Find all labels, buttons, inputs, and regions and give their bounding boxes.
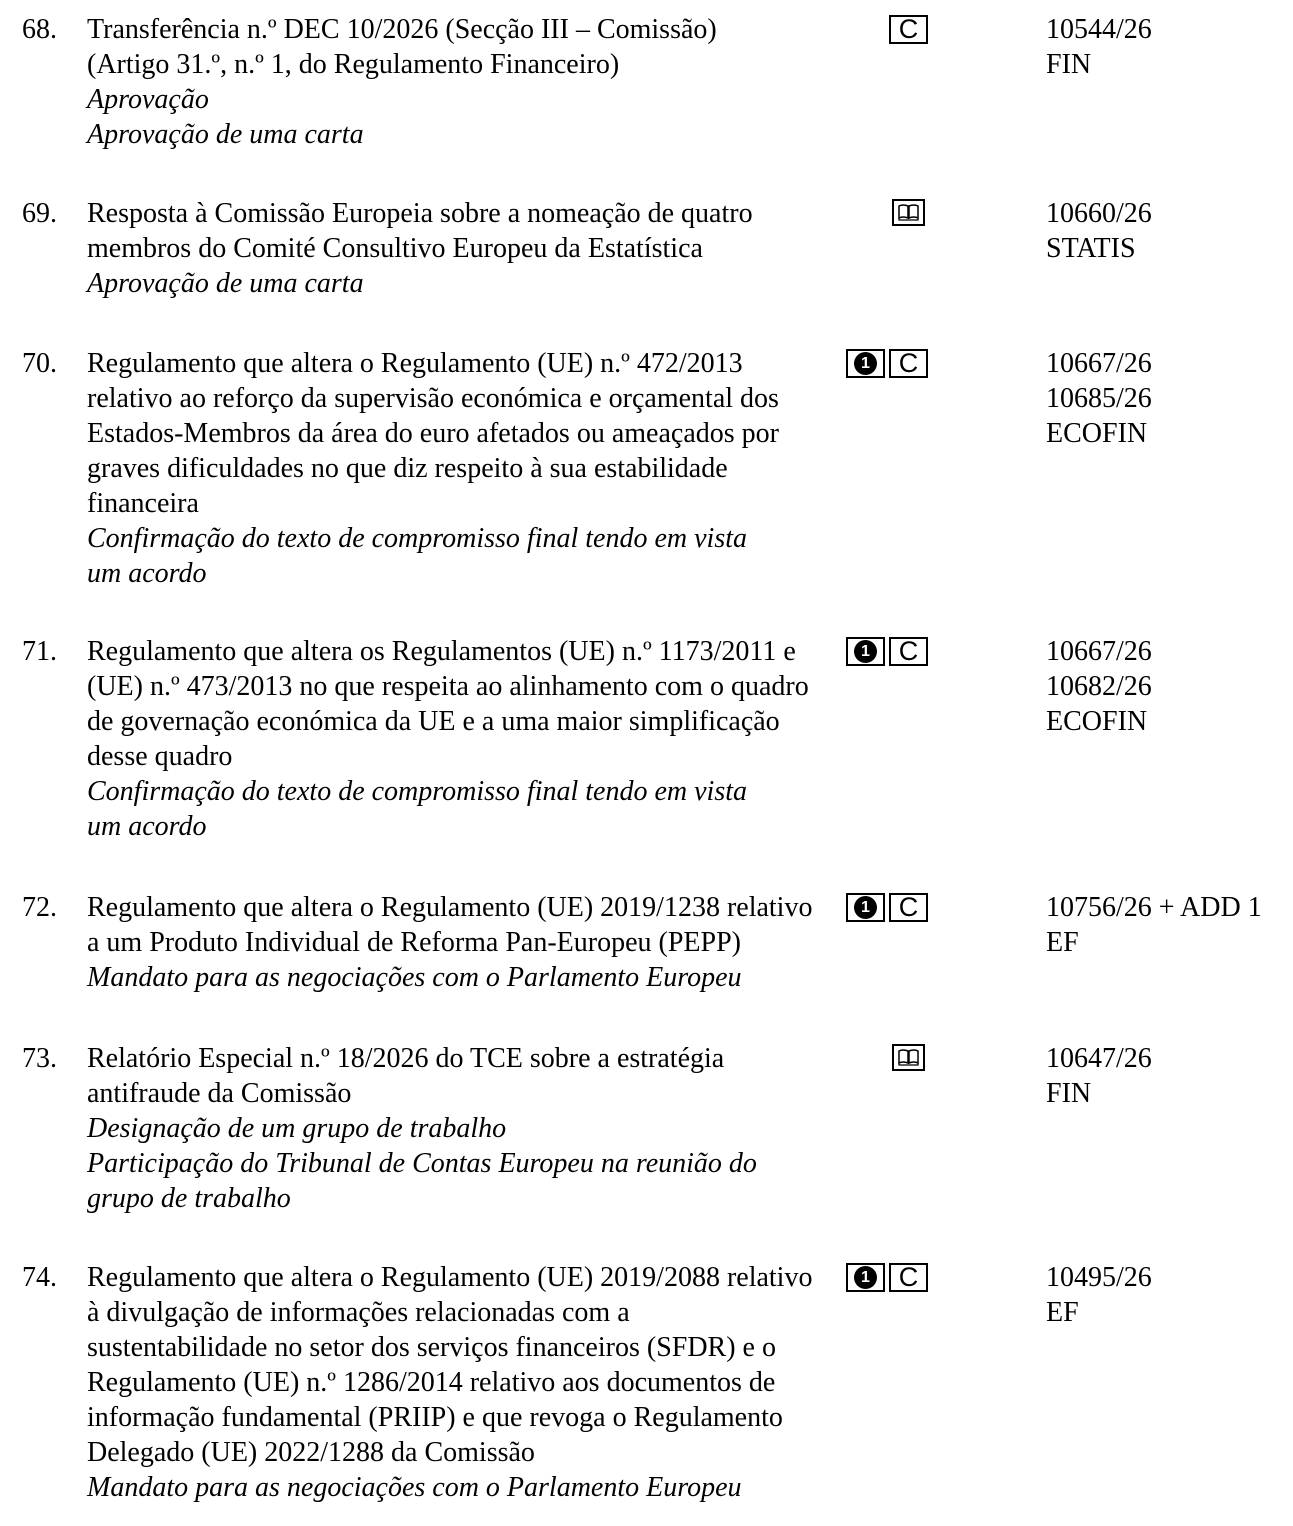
procedure-line: Aprovação de uma carta bbox=[87, 119, 364, 150]
working-party-code: FIN bbox=[1046, 1078, 1092, 1109]
document-reference: 10660/26 bbox=[1046, 198, 1152, 229]
document-reference: 10544/26 bbox=[1046, 14, 1152, 45]
document-references bbox=[1046, 12, 1152, 82]
item-description bbox=[87, 634, 922, 844]
status-icons bbox=[846, 637, 928, 666]
working-party-code: ECOFIN bbox=[1046, 706, 1148, 737]
first-reading-icon: 1 bbox=[846, 893, 885, 922]
description-line: financeira bbox=[87, 488, 199, 519]
description-line: à divulgação de informações relacionadas com a bbox=[87, 1297, 630, 1328]
status-icons bbox=[846, 893, 928, 922]
document-references bbox=[1046, 346, 1152, 451]
description-line: Estados-Membros da área do euro afetados ou ameaçados por bbox=[87, 418, 779, 449]
procedure-line: Designação de um grupo de trabalho bbox=[87, 1113, 507, 1144]
procedure-line: um acordo bbox=[87, 558, 207, 589]
document-references bbox=[1046, 1260, 1152, 1330]
procedure-line: grupo de trabalho bbox=[87, 1183, 291, 1214]
document-references bbox=[1046, 634, 1152, 739]
description-line: Transferência n.º DEC 10/2026 (Secção III – Comissão) bbox=[87, 14, 717, 45]
document-reference: 10756/26 + ADD 1 bbox=[1046, 892, 1262, 923]
description-line: informação fundamental (PRIIP) e que revoga o Regulamento bbox=[87, 1402, 783, 1433]
working-party-code: EF bbox=[1046, 1297, 1079, 1328]
description-line: desse quadro bbox=[87, 741, 233, 772]
description-line: Regulamento que altera o Regulamento (UE) 2019/1238 relativo bbox=[87, 892, 813, 923]
description-line: antifraude da Comissão bbox=[87, 1078, 352, 1109]
c-icon: C bbox=[889, 637, 928, 666]
item-number: 69. bbox=[22, 198, 57, 229]
first-reading-icon: 1 bbox=[846, 349, 885, 378]
status-icons bbox=[846, 349, 928, 378]
c-icon: C bbox=[889, 15, 928, 44]
document-reference: 10647/26 bbox=[1046, 1043, 1152, 1074]
description-line: membros do Comité Consultivo Europeu da Estatística bbox=[87, 233, 703, 264]
document-references bbox=[1046, 1041, 1152, 1111]
status-icons bbox=[889, 15, 928, 44]
item-number: 72. bbox=[22, 892, 57, 923]
description-line: Relatório Especial n.º 18/2026 do TCE sobre a estratégia bbox=[87, 1043, 725, 1074]
description-line: Regulamento que altera o Regulamento (UE) n.º 472/2013 bbox=[87, 348, 743, 379]
description-line: (Artigo 31.º, n.º 1, do Regulamento Financeiro) bbox=[87, 49, 620, 80]
item-description bbox=[87, 196, 922, 301]
document-reference: 10682/26 bbox=[1046, 671, 1152, 702]
procedure-line: um acordo bbox=[87, 811, 207, 842]
item-number: 70. bbox=[22, 348, 57, 379]
item-description bbox=[87, 12, 922, 152]
status-icons bbox=[846, 1263, 928, 1292]
book-icon bbox=[892, 1044, 925, 1071]
description-line: Regulamento (UE) n.º 1286/2014 relativo aos documentos de bbox=[87, 1367, 776, 1398]
document-reference: 10495/26 bbox=[1046, 1262, 1152, 1293]
document-reference: 10667/26 bbox=[1046, 636, 1152, 667]
first-reading-icon: 1 bbox=[846, 637, 885, 666]
procedure-line: Mandato para as negociações com o Parlamento Europeu bbox=[87, 1472, 742, 1503]
document-reference: 10667/26 bbox=[1046, 348, 1152, 379]
description-line: Regulamento que altera os Regulamentos (UE) n.º 1173/2011 e bbox=[87, 636, 796, 667]
procedure-line: Confirmação do texto de compromisso final tendo em vista bbox=[87, 523, 747, 554]
first-reading-icon: 1 bbox=[846, 1263, 885, 1292]
description-line: graves dificuldades no que diz respeito à sua estabilidade bbox=[87, 453, 728, 484]
description-line: Regulamento que altera o Regulamento (UE) 2019/2088 relativo bbox=[87, 1262, 813, 1293]
document-reference: 10685/26 bbox=[1046, 383, 1152, 414]
status-icons bbox=[892, 1044, 925, 1073]
book-icon bbox=[892, 199, 925, 226]
procedure-line: Confirmação do texto de compromisso final tendo em vista bbox=[87, 776, 747, 807]
procedure-line: Mandato para as negociações com o Parlamento Europeu bbox=[87, 962, 742, 993]
item-description bbox=[87, 1041, 922, 1216]
c-icon: C bbox=[889, 1263, 928, 1292]
procedure-line: Participação do Tribunal de Contas Europeu na reunião do bbox=[87, 1148, 757, 1179]
item-description bbox=[87, 346, 922, 591]
description-line: Resposta à Comissão Europeia sobre a nomeação de quatro bbox=[87, 198, 753, 229]
document-references bbox=[1046, 196, 1152, 266]
item-number: 74. bbox=[22, 1262, 57, 1293]
description-line: sustentabilidade no setor dos serviços financeiros (SFDR) e o bbox=[87, 1332, 776, 1363]
item-number: 68. bbox=[22, 14, 57, 45]
working-party-code: EF bbox=[1046, 927, 1079, 958]
description-line: de governação económica da UE e a uma maior simplificação bbox=[87, 706, 780, 737]
description-line: relativo ao reforço da supervisão económica e orçamental dos bbox=[87, 383, 779, 414]
description-line: Delegado (UE) 2022/1288 da Comissão bbox=[87, 1437, 535, 1468]
c-icon: C bbox=[889, 893, 928, 922]
status-icons bbox=[892, 199, 925, 228]
item-description bbox=[87, 890, 922, 995]
description-line: a um Produto Individual de Reforma Pan-Europeu (PEPP) bbox=[87, 927, 742, 958]
item-description bbox=[87, 1260, 922, 1505]
procedure-line: Aprovação bbox=[87, 84, 209, 115]
item-number: 73. bbox=[22, 1043, 57, 1074]
procedure-line: Aprovação de uma carta bbox=[87, 268, 364, 299]
item-number: 71. bbox=[22, 636, 57, 667]
document-references bbox=[1046, 890, 1262, 960]
working-party-code: FIN bbox=[1046, 49, 1092, 80]
working-party-code: STATIS bbox=[1046, 233, 1136, 264]
c-icon: C bbox=[889, 349, 928, 378]
working-party-code: ECOFIN bbox=[1046, 418, 1148, 449]
description-line: (UE) n.º 473/2013 no que respeita ao alinhamento com o quadro bbox=[87, 671, 809, 702]
